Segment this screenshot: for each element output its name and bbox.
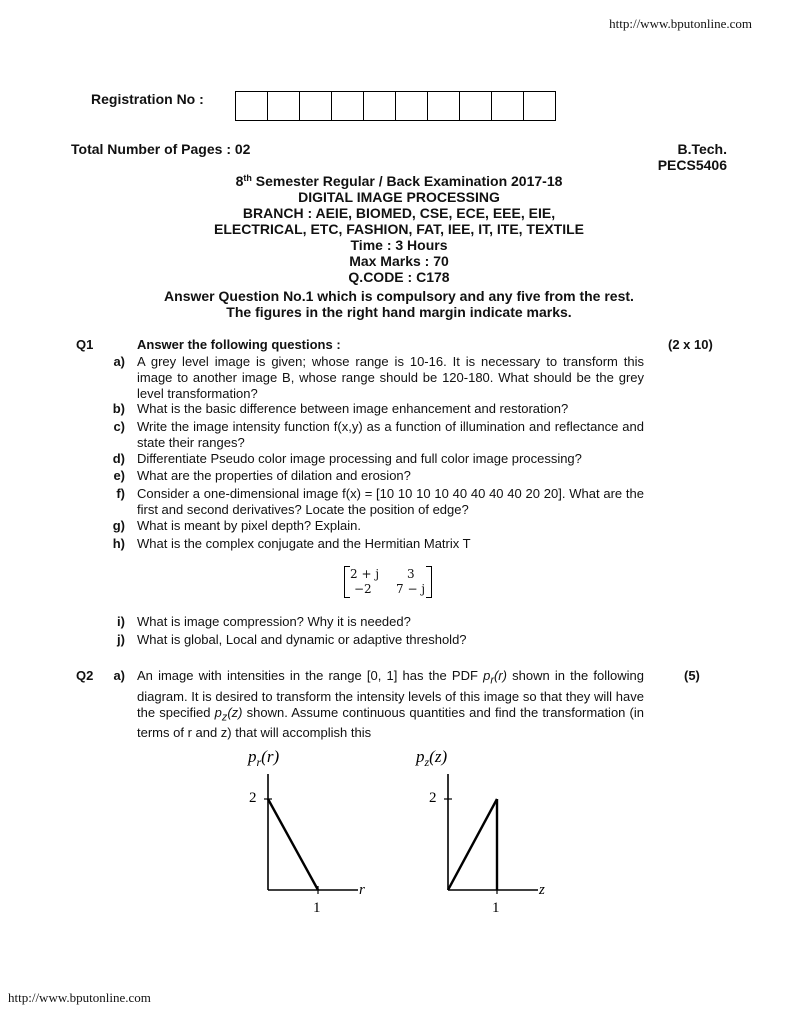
question-code: Q.CODE : C178	[348, 269, 450, 285]
q2-marks: (5)	[684, 668, 700, 683]
pdf-z-x-axis-label: z	[539, 882, 545, 898]
q1-item-label: j)	[117, 632, 125, 647]
subject-title: DIGITAL IMAGE PROCESSING	[298, 189, 500, 205]
degree: B.Tech.	[677, 141, 727, 157]
exam-time: Time : 3 Hours	[350, 237, 448, 253]
q1-item-text: Write the image intensity function f(x,y) as a function of illumination and reflectance and state their ranges?	[137, 419, 644, 450]
q1-item-label: b)	[112, 401, 125, 416]
q1-item-label: g)	[112, 518, 125, 533]
pdf-r-y-tick-label: 2	[249, 790, 257, 806]
pdf-r-graph	[240, 742, 380, 922]
registration-digit-box[interactable]	[491, 91, 524, 121]
q1-item-text: What is image compression? Why it is needed?	[137, 614, 411, 629]
q1-item-text: What is the basic difference between image enhancement and restoration?	[137, 401, 569, 416]
registration-digit-box[interactable]	[235, 91, 268, 121]
pdf-r-line	[268, 799, 318, 890]
instruction-1: Answer Question No.1 which is compulsory and any five from the rest.	[164, 288, 634, 304]
matrix-right-bracket	[426, 566, 432, 598]
q1-item-label: f)	[116, 486, 125, 501]
q2-sub-label: a)	[113, 668, 125, 683]
pdf-r-x-tick-label: 1	[313, 900, 321, 916]
q1-item-text: What is meant by pixel depth? Explain.	[137, 518, 362, 533]
registration-digit-box[interactable]	[363, 91, 396, 121]
matrix-cell: 7 − j	[396, 582, 426, 596]
q1-heading: Answer the following questions :	[137, 337, 341, 352]
branch-line-2: ELECTRICAL, ETC, FASHION, FAT, IEE, IT, ITE, TEXTILE	[214, 221, 584, 237]
q1-item-label: h)	[112, 536, 125, 551]
pdf-z-graph	[416, 742, 560, 922]
pdf-r-title: $p_r(r)$	[248, 747, 280, 769]
q1-item-label: a)	[113, 354, 125, 369]
registration-digit-box[interactable]	[427, 91, 460, 121]
bottom-url[interactable]: http://www.bputonline.com	[8, 990, 151, 1005]
course-code: PECS5406	[657, 157, 727, 173]
branch-line-1: BRANCH : AEIE, BIOMED, CSE, ECE, EEE, EIE,	[242, 205, 556, 221]
max-marks: Max Marks : 70	[349, 253, 449, 269]
q1-item-text: What are the properties of dilation and erosion?	[137, 468, 411, 483]
q1-item-text: A grey level image is given; whose range is 10-16. It is necessary to transform this image to another image B, whose range should be 120-180. What should be the grey level transformation?	[137, 354, 644, 401]
matrix-cell: 3	[407, 567, 415, 581]
q1-item-label: c)	[113, 419, 125, 434]
q2-text: An image with intensities in the range [0, 1] has the PDF $p_r(r)$ shown in the following diagram. It is desired to transform the intensity levels of this image so that they will have the specified $p_z(z)$ shown. Assume continuous quantities and find the transformation (in terms of r and z) that will accomplish this	[137, 668, 644, 741]
q1-item-text: Differentiate Pseudo color image processing and full color image processing?	[137, 451, 582, 466]
q1-item-text: What is global, Local and dynamic or adaptive threshold?	[137, 632, 467, 647]
total-pages: Total Number of Pages : 02	[71, 141, 251, 157]
registration-digit-box[interactable]	[459, 91, 492, 121]
q1-item-text: What is the complex conjugate and the Hermitian Matrix T	[137, 536, 471, 551]
q1-item-label: d)	[112, 451, 125, 466]
registration-boxes	[235, 91, 555, 121]
instruction-2: The figures in the right hand margin indicate marks.	[226, 304, 572, 320]
semester-line: 8th Semester Regular / Back Examination 2017-18	[235, 173, 563, 189]
q1-item-label: i)	[117, 614, 125, 629]
q2-label: Q2	[76, 668, 94, 683]
pdf-z-x-tick-label: 1	[492, 900, 500, 916]
exam-header	[0, 173, 798, 285]
registration-digit-box[interactable]	[299, 91, 332, 121]
pdf-r-x-axis-label: r	[359, 882, 365, 898]
q1-item-text: Consider a one-dimensional image f(x) = [10 10 10 10 40 40 40 40 20 20]. What are the first and second derivatives? Locate the position of edge?	[137, 486, 644, 517]
registration-digit-box[interactable]	[267, 91, 300, 121]
pdf-z-line	[448, 799, 497, 890]
matrix-cell: −2	[354, 582, 372, 596]
q1-item-label: e)	[113, 468, 125, 483]
q1-marks: (2 x 10)	[668, 337, 713, 352]
matrix-cell: 2 + j	[350, 567, 380, 581]
top-url[interactable]: http://www.bputonline.com	[609, 16, 752, 31]
q1-label: Q1	[76, 337, 94, 352]
registration-digit-box[interactable]	[395, 91, 428, 121]
registration-label: Registration No :	[91, 91, 204, 107]
pdf-z-y-tick-label: 2	[429, 790, 437, 806]
pdf-z-title: $p_z(z)$	[416, 747, 448, 769]
registration-digit-box[interactable]	[523, 91, 556, 121]
registration-digit-box[interactable]	[331, 91, 364, 121]
